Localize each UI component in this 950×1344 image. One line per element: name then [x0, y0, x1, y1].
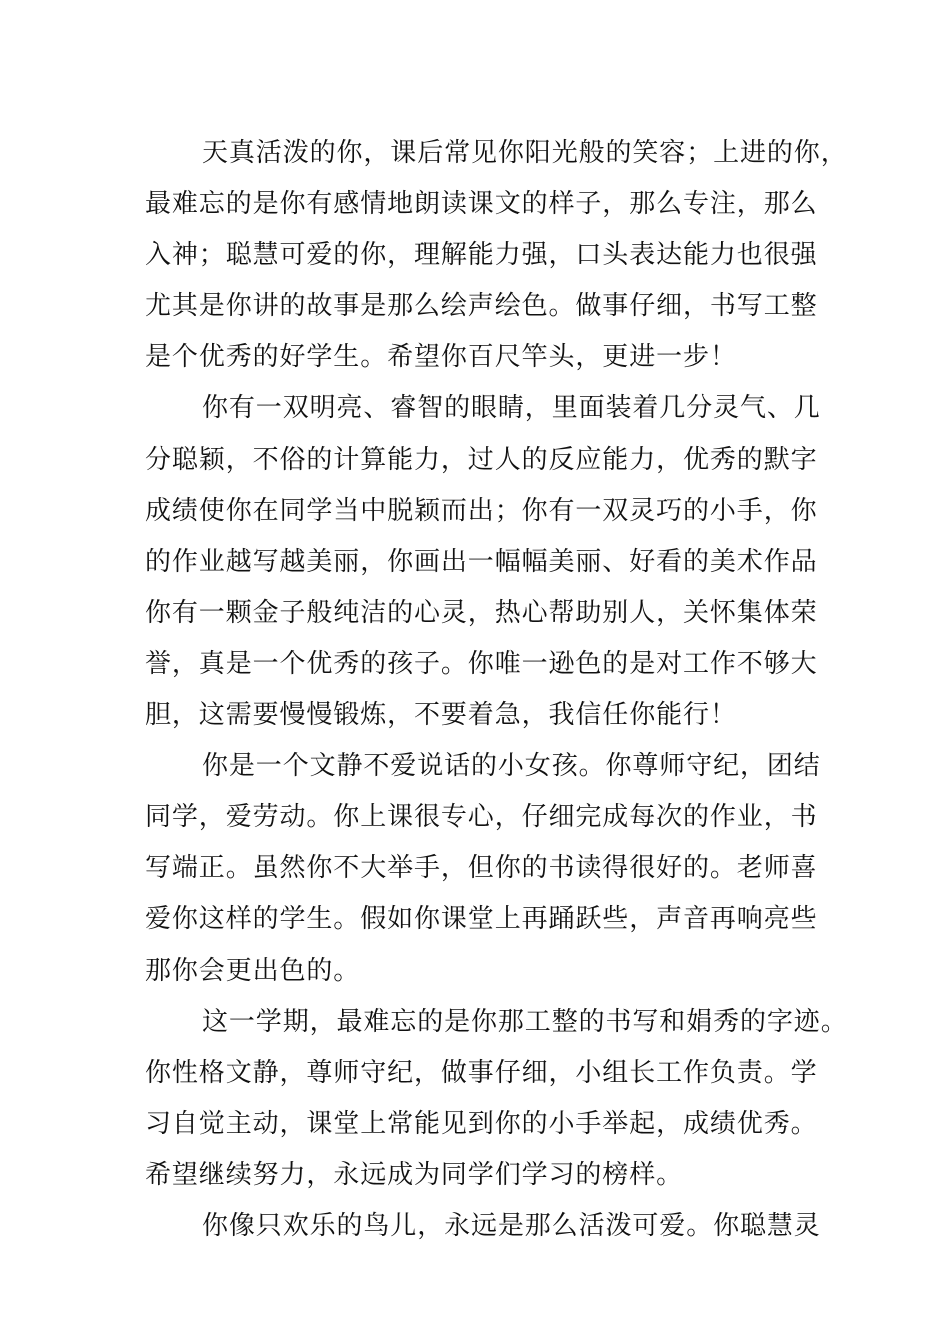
text-line: 成绩使你在同学当中脱颖而出；你有一双灵巧的小手，你 — [145, 495, 818, 526]
text-line: 胆，这需要慢慢锻炼，不要着急，我信任你能行！ — [145, 700, 737, 731]
text-line: 同学，爱劳动。你上课很专心，仔细完成每次的作业，书 — [145, 802, 818, 833]
text-line: 尤其是你讲的故事是那么绘声绘色。做事仔细，书写工整 — [145, 291, 818, 322]
text-line: 最难忘的是你有感情地朗读课文的样子，那么专注，那么 — [145, 189, 818, 220]
text-line: 写端正。虽然你不大举手，但你的书读得很好的。老师喜 — [145, 853, 818, 884]
text-line: 你是一个文静不爱说话的小女孩。你尊师守纪，团结 — [202, 751, 821, 782]
text-line: 爱你这样的学生。假如你课堂上再踊跃些，声音再响亮些 — [145, 904, 818, 935]
document-body — [145, 128, 848, 1252]
text-line: 你像只欢乐的鸟儿，永远是那么活泼可爱。你聪慧灵 — [202, 1210, 821, 1241]
text-line: 你性格文静，尊师守纪，做事仔细，小组长工作负责。学 — [145, 1057, 818, 1088]
text-line: 你有一双明亮、睿智的眼睛，里面装着几分灵气、几 — [202, 393, 821, 424]
text-line: 是个优秀的好学生。希望你百尺竿头，更进一步！ — [145, 342, 737, 373]
text-line: 誉，真是一个优秀的孩子。你唯一逊色的是对工作不够大 — [145, 648, 818, 679]
text-line: 你有一颗金子般纯洁的心灵，热心帮助别人，关怀集体荣 — [145, 597, 818, 628]
text-line: 希望继续努力，永远成为同学们学习的榜样。 — [145, 1159, 684, 1190]
text-line: 分聪颖，不俗的计算能力，过人的反应能力，优秀的默字 — [145, 444, 818, 475]
text-line: 天真活泼的你，课后常见你阳光般的笑容；上进的你， — [202, 138, 848, 168]
text-line: 这一学期，最难忘的是你那工整的书写和娟秀的字迹。 — [202, 1006, 848, 1037]
text-line: 习自觉主动，课堂上常能见到你的小手举起，成绩优秀。 — [145, 1108, 818, 1139]
text-line: 的作业越写越美丽，你画出一幅幅美丽、好看的美术作品 — [145, 546, 818, 577]
text-line: 那你会更出色的。 — [145, 955, 361, 986]
text-line: 入神；聪慧可爱的你，理解能力强，口头表达能力也很强 — [145, 240, 818, 271]
